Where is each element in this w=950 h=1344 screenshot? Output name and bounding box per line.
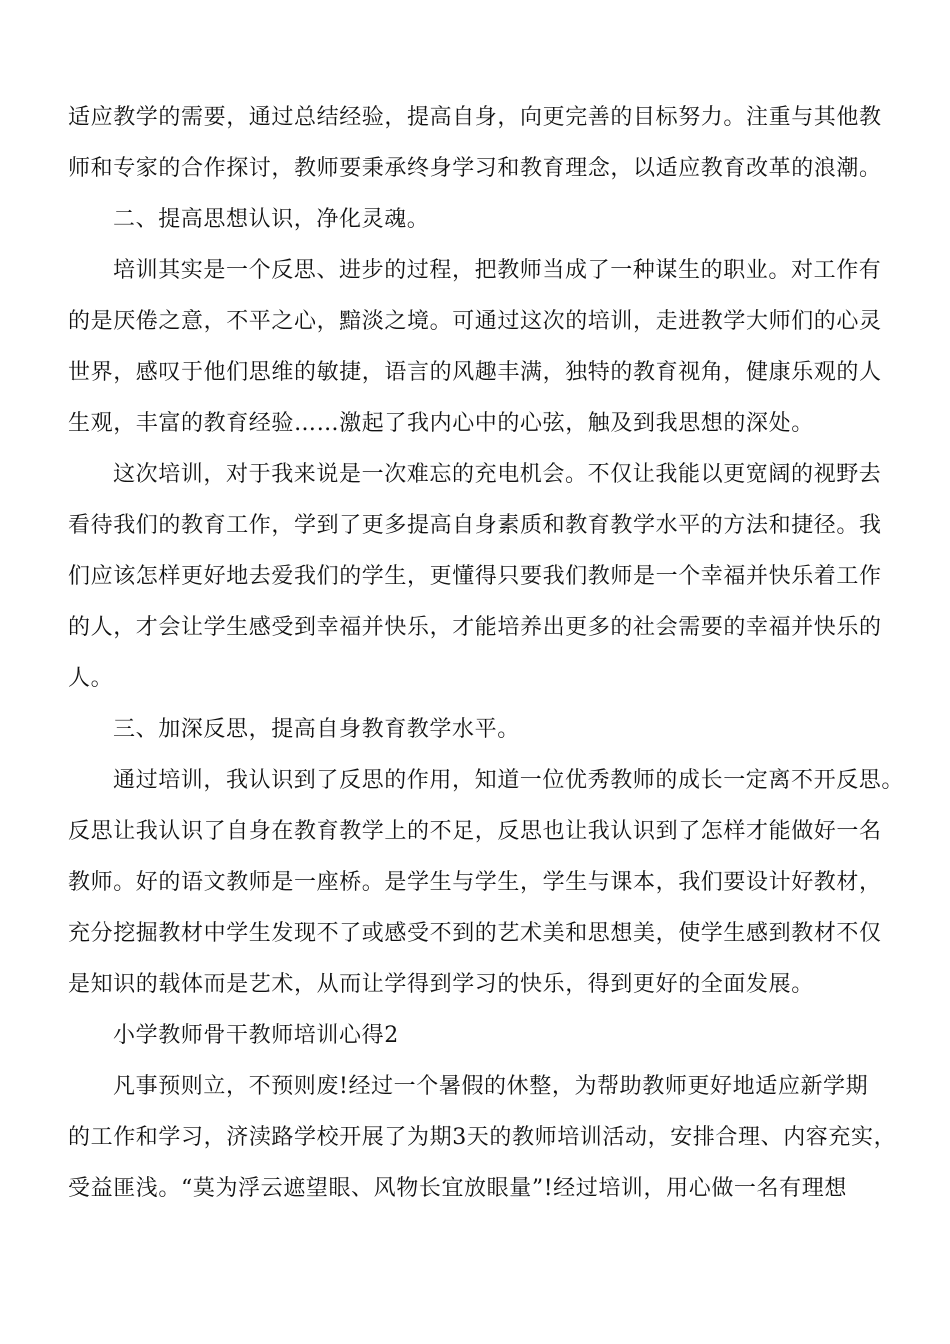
text-line: 通过培训，我认识到了反思的作用，知道一位优秀教师的成长一定离不开反思。 [113, 768, 905, 793]
text-line: 这次培训，对于我来说是一次难忘的充电机会。不仅让我能以更宽阔的视野去 [113, 462, 882, 487]
text-line: 凡事预则立，不预则废!经过一个暑假的休整，为帮助教师更好地适应新学期 [113, 1074, 869, 1099]
text-line: 受益匪浅。“莫为浮云遮望眼、风物长宜放眼量”!经过培训，用心做一名有理想 [68, 1176, 847, 1201]
section-heading: 三、加深反思，提高自身教育教学水平。 [113, 717, 520, 742]
text-line: 的人，才会让学生感受到幸福并快乐，才能培养出更多的社会需要的幸福并快乐的 [68, 615, 882, 640]
text-line: 反思让我认识了自身在教育教学上的不足，反思也让我认识到了怎样才能做好一名 [68, 819, 882, 844]
text-line: 教师。好的语文教师是一座桥。是学生与学生，学生与课本，我们要设计好教材， [68, 870, 882, 895]
text-line: 的是厌倦之意，不平之心，黯淡之境。可通过这次的培训，走进教学大师们的心灵 [68, 309, 882, 334]
text-line: 是知识的载体而是艺术，从而让学得到学习的快乐，得到更好的全面发展。 [68, 972, 814, 997]
text-line: 培训其实是一个反思、进步的过程，把教师当成了一种谋生的职业。对工作有 [113, 258, 882, 283]
text-line: 的工作和学习，济渎路学校开展了为期3天的教师培训活动，安排合理、内容充实， [68, 1125, 897, 1150]
text-line: 适应教学的需要，通过总结经验，提高自身，向更完善的目标努力。注重与其他教 [68, 105, 882, 130]
text-line: 看待我们的教育工作，学到了更多提高自身素质和教育教学水平的方法和捷径。我 [68, 513, 882, 538]
text-line: 充分挖掘教材中学生发现不了或感受不到的艺术美和思想美，使学生感到教材不仅 [68, 921, 882, 946]
text-line: 人。 [68, 666, 114, 691]
document-body [68, 92, 905, 1214]
text-line: 师和专家的合作探讨，教师要秉承终身学习和教育理念，以适应教育改革的浪潮。 [68, 156, 882, 181]
article-title: 小学教师骨干教师培训心得2 [113, 1023, 399, 1048]
text-line: 们应该怎样更好地去爱我们的学生，更懂得只要我们教师是一个幸福并快乐着工作 [68, 564, 882, 589]
section-heading: 二、提高思想认识，净化灵魂。 [113, 207, 430, 232]
text-line: 生观，丰富的教育经验……激起了我内心中的心弦，触及到我思想的深处。 [68, 411, 814, 436]
text-line: 世界，感叹于他们思维的敏捷，语言的风趣丰满，独特的教育视角，健康乐观的人 [68, 360, 882, 385]
